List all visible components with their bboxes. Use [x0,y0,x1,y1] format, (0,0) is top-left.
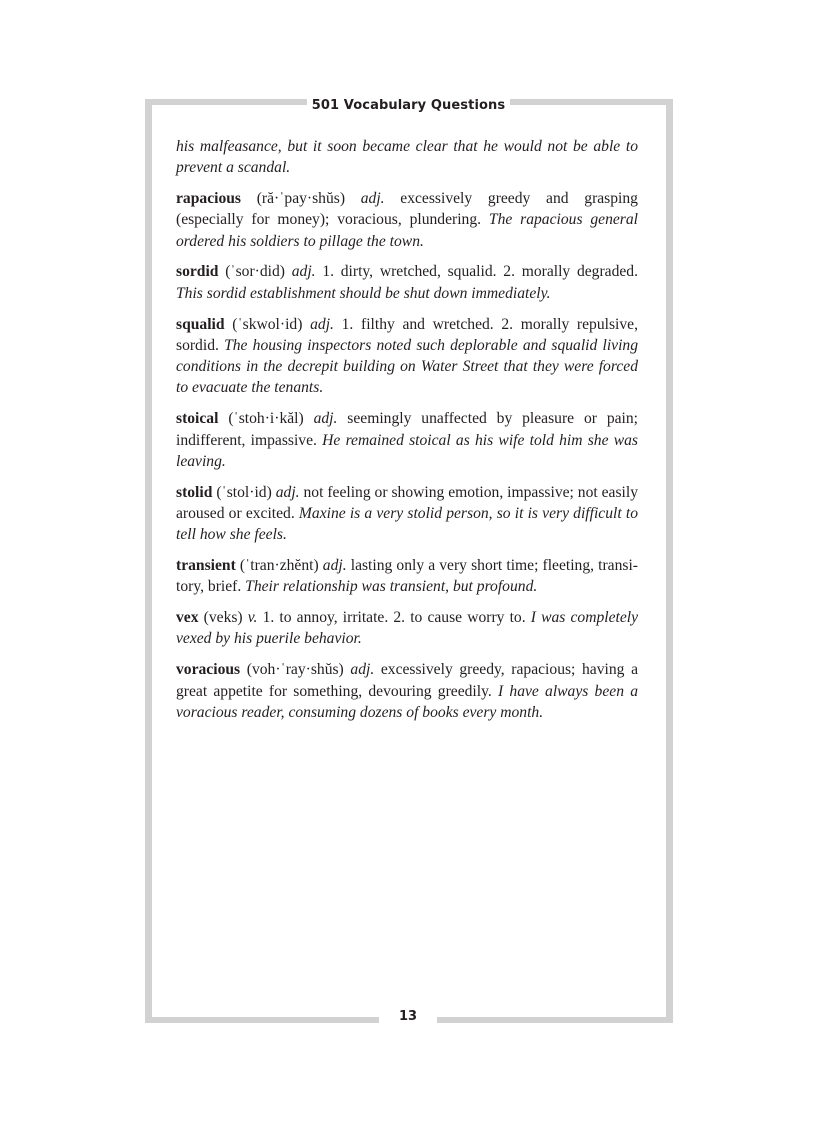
entry-pronunciation: (ˈstol·id) [216,483,272,501]
entry-term: stoical [176,410,219,428]
entry-pronunciation: (ˈstoh·i·kăl) [228,410,304,428]
entry-part-of-speech: adj. [350,661,375,679]
entry-definition: 1. filthy and wretched. 2. morally repulsive, sordid. [176,315,638,354]
glossary-entry [176,261,638,304]
entry-example: I was completely vexed by his puerile behavior. [176,609,639,648]
entry-definition: not feeling or showing emotion, impassive; not easily aroused or excited. [176,483,639,522]
entry-definition: lasting only a very short time; fleeting, transitory, brief. [176,557,638,596]
entry-term: sordid [176,263,219,281]
entry-example: This sordid establishment should be shut down immediately. [176,284,551,302]
glossary-entry [176,607,638,650]
entry-example: I have always been a voracious reader, consuming dozens of books every month. [176,682,638,721]
entry-pronunciation: (ˈskwol·id) [232,315,303,333]
glossary-entry [176,555,638,598]
entry-term: voracious [176,661,241,679]
entry-definition: excessively greedy and grasping (especially for money); voracious, plundering. [176,190,638,229]
entry-part-of-speech: adj. [291,263,316,281]
glossary-entry [176,659,638,723]
entry-pronunciation: (voh·ˈray·shŭs) [246,661,344,679]
entry-definition: 1. dirty, wretched, squalid. 2. morally degraded. [322,263,639,281]
entry-pronunciation: (ră·ˈpay·shŭs) [256,190,346,208]
entry-pronunciation: (ˈtran·zhĕnt) [239,557,319,575]
entry-example: The rapacious general ordered his soldiers to pillage the town. [176,211,638,250]
entry-term: squalid [176,315,225,333]
continued-example: his malfeasance, but it soon became clear that he would not be able to prevent a scandal. [176,138,638,177]
running-header: 501 Vocabulary Questions [307,95,510,117]
entry-example: Their relationship was transient, but profound. [245,578,538,596]
glossary-entry [176,408,638,472]
entry-part-of-speech: adj. [313,410,338,428]
glossary-entry [176,314,638,399]
entry-definition: excessively greedy, rapacious; having a great appetite for something, devouring greedily. [176,661,639,700]
entry-example: He remained stoical as his wife told him she was leaving. [176,431,639,470]
entry-pronunciation: (veks) [203,609,243,627]
entry-term: rapacious [176,190,241,208]
entry-part-of-speech: adj. [275,483,300,501]
entry-term: vex [176,609,199,627]
entry-part-of-speech: adj. [322,557,347,575]
entry-pronunciation: (ˈsor·did) [225,263,285,281]
entry-part-of-speech: v. [247,609,258,627]
entry-definition: 1. to annoy, irritate. 2. to cause worry to. [262,609,526,627]
glossary-content [176,136,638,733]
glossary-entry [176,188,638,252]
entry-part-of-speech: adj. [310,315,334,333]
entry-term: transient [176,557,236,575]
glossary-entry [176,482,638,546]
page-number: 13 [379,1007,437,1027]
entry-definition: seemingly unaffected by pleasure or pain; indifferent, impassive. [176,410,639,449]
entry-example: Maxine is a very stolid person, so it is very difficult to tell how she feels. [176,504,638,544]
entry-example: The housing inspectors noted such deplorable and squalid living conditions in the decrepit building on Water Street that they were forced to evacuate the tenants. [176,336,638,397]
entry-part-of-speech: adj. [360,190,385,208]
entry-term: stolid [176,483,213,501]
